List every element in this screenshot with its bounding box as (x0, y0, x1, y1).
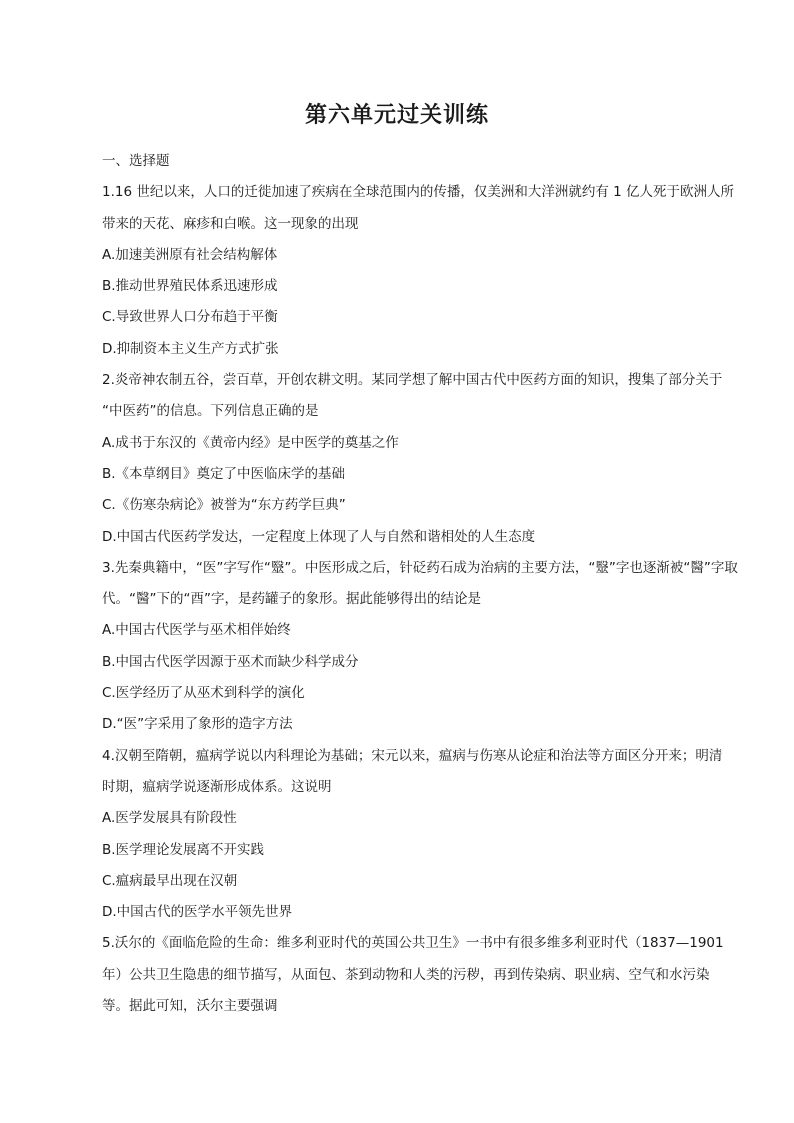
option-d: D.抑制资本主义生产方式扩张 (102, 340, 279, 357)
section-heading: 一、选择题 (102, 153, 170, 169)
stem-line: 时期，瘟病学说逐渐形成体系。这说明 (102, 778, 332, 795)
question-stem (102, 928, 724, 1022)
stem-line: “中医药”的信息。下列信息正确的是 (102, 403, 319, 420)
stem-line: 2.炎帝神农制五谷，尝百草，开创农耕文明。某同学想了解中国古代中医药方面的知识，搜集了部分关于 (102, 372, 723, 389)
option-b: B.《本草纲目》奠定了中医临床学的基础 (102, 465, 346, 482)
option-b: B.医学理论发展离不开实践 (102, 841, 265, 858)
option-c: C.导致世界人口分布趋于平衡 (102, 309, 278, 326)
stem-line: 5.沃尔的《面临危险的生命：维多利亚时代的英国公共卫生》一书中有很多维多利亚时代（1837—1901 (102, 935, 724, 952)
option-a: A.加速美洲原有社会结构解体 (102, 246, 278, 263)
stem-line: 代。“醫”下的“酉”字，是药罐子的象形。据此能够得出的结论是 (102, 591, 481, 608)
page-title: 第六单元过关训练 (304, 102, 489, 128)
option-d: D.中国古代医药学发达，一定程度上体现了人与自然和谐相处的人生态度 (102, 528, 536, 545)
option-c: C.《伤寒杂病论》被誉为“东方药学巨典” (102, 497, 346, 514)
question-stem (102, 177, 735, 240)
question-stem (102, 741, 723, 804)
question-stem (102, 365, 723, 428)
option-b: B.中国古代医学因源于巫术而缺少科学成分 (102, 653, 359, 670)
option-d: D.“医”字采用了象形的造字方法 (102, 716, 293, 733)
document-content (102, 146, 738, 1022)
option-b: B.推动世界殖民体系迅速形成 (102, 278, 278, 295)
option-a: A.中国古代医学与巫术相伴始终 (102, 622, 291, 639)
option-d: D.中国古代的医学水平领先世界 (102, 904, 293, 921)
option-a: A.医学发展具有阶段性 (102, 810, 237, 827)
stem-line: 等。据此可知，沃尔主要强调 (102, 998, 278, 1015)
question-stem (102, 553, 738, 616)
stem-line: 年）公共卫生隐患的细节描写，从面包、茶到动物和人类的污秽，再到传染病、职业病、空气和水污染 (102, 966, 710, 983)
question-5 (102, 928, 724, 1022)
question-4 (102, 741, 723, 929)
question-2 (102, 365, 723, 553)
stem-line: 带来的天花、麻疹和白喉。这一现象的出现 (102, 215, 359, 232)
stem-line: 3.先秦典籍中，“医”字写作“毉”。中医形成之后，针砭药石成为治病的主要方法，“毉”字也逐渐被“醫”字取 (102, 559, 738, 576)
option-c: C.医学经历了从巫术到科学的演化 (102, 685, 305, 702)
question-1 (102, 177, 735, 365)
option-a: A.成书于东汉的《黄帝内经》是中医学的奠基之作 (102, 434, 399, 451)
option-c: C.瘟病最早出现在汉朝 (102, 872, 238, 889)
stem-line: 1.16 世纪以来，人口的迁徙加速了疾病在全球范围内的传播，仅美洲和大洋洲就约有 1 亿人死于欧洲人所 (102, 184, 735, 201)
stem-line: 4.汉朝至隋朝，瘟病学说以内科理论为基础；宋元以来，瘟病与伤寒从论症和治法等方面区分开来；明清 (102, 747, 723, 764)
question-3 (102, 553, 738, 741)
